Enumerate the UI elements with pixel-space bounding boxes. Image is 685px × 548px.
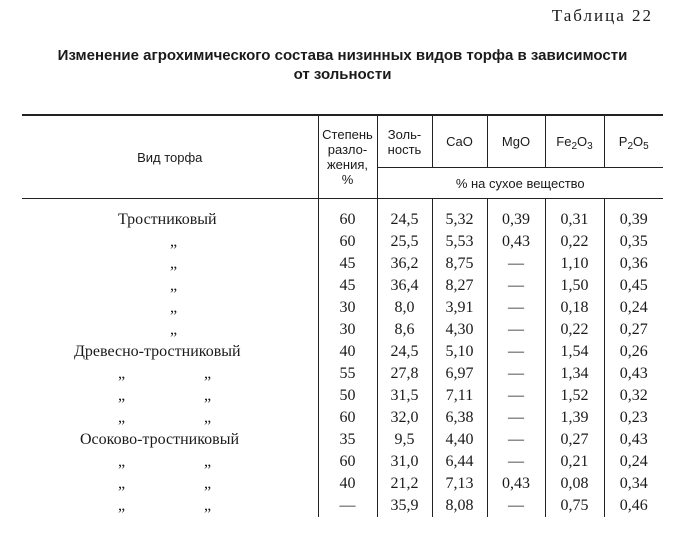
cell-decomposition: 50 [318, 385, 377, 407]
cell-cao: 4,40 [432, 429, 487, 451]
title-line-1: Изменение агрохимического состава низинных видов торфа в зависимости [57, 47, 628, 64]
cell-peat-type [22, 319, 318, 341]
table-row [22, 495, 663, 517]
cell-mgo: — [487, 451, 545, 473]
cell-decomposition: 60 [318, 451, 377, 473]
cell-p2o5: 0,27 [604, 319, 663, 341]
ditto-mark: „ [204, 475, 212, 492]
cell-ash: 25,5 [377, 231, 432, 253]
cell-fe2o3: 1,34 [545, 363, 604, 385]
cell-peat-type [22, 451, 318, 473]
cell-decomposition: 60 [318, 231, 377, 253]
ditto-mark: „ [118, 497, 126, 514]
cell-decomposition: 40 [318, 341, 377, 363]
cell-fe2o3: 0,18 [545, 297, 604, 319]
header-fe2o3 [545, 115, 604, 168]
cell-p2o5: 0,24 [604, 451, 663, 473]
cell-ash: 36,4 [377, 275, 432, 297]
cell-fe2o3: 0,31 [545, 209, 604, 231]
cell-mgo: — [487, 253, 545, 275]
cell-decomposition: 40 [318, 473, 377, 495]
cell-p2o5: 0,35 [604, 231, 663, 253]
cell-p2o5: 0,46 [604, 495, 663, 517]
cell-p2o5: 0,23 [604, 407, 663, 429]
cell-p2o5: 0,24 [604, 297, 663, 319]
cell-p2o5: 0,26 [604, 341, 663, 363]
cell-decomposition: 60 [318, 407, 377, 429]
p2o5-base: P [618, 134, 628, 149]
table-row [22, 231, 663, 253]
cell-mgo: — [487, 341, 545, 363]
ditto-mark: „ [204, 409, 212, 426]
ditto-mark: „ [204, 497, 212, 514]
cell-mgo: — [487, 319, 545, 341]
table-row [22, 451, 663, 473]
cell-peat-type: Древесно-тростниковый [74, 343, 241, 360]
ditto-mark: „ [204, 365, 212, 382]
header-mgo: MgO [487, 115, 545, 168]
spacer-row [22, 199, 663, 210]
fe2o3-sub: 2 [571, 141, 578, 152]
ditto-mark: „ [170, 277, 178, 294]
cell-mgo: — [487, 275, 545, 297]
table-row [22, 473, 663, 495]
cell-fe2o3: 0,75 [545, 495, 604, 517]
cell-decomposition: 35 [318, 429, 377, 451]
title-line-2: от зольности [293, 66, 392, 83]
cell-decomposition: 30 [318, 297, 377, 319]
header-decomposition-line: разло- [327, 142, 368, 157]
peat-composition-table [22, 114, 663, 517]
cell-decomposition: 55 [318, 363, 377, 385]
table-row [22, 319, 663, 341]
table-row [22, 297, 663, 319]
ditto-mark: „ [118, 475, 126, 492]
table-title [0, 46, 685, 84]
cell-p2o5: 0,45 [604, 275, 663, 297]
cell-mgo: — [487, 385, 545, 407]
header-p2o5 [604, 115, 663, 168]
header-decomposition [318, 115, 377, 199]
cell-cao: 5,53 [432, 231, 487, 253]
cell-ash: 24,5 [377, 209, 432, 231]
cell-decomposition: 45 [318, 253, 377, 275]
cell-ash: 21,2 [377, 473, 432, 495]
table-row [22, 253, 663, 275]
header-decomposition-line: жения, [326, 157, 369, 172]
cell-fe2o3: 1,50 [545, 275, 604, 297]
cell-cao: 8,08 [432, 495, 487, 517]
cell-p2o5: 0,32 [604, 385, 663, 407]
cell-cao: 6,44 [432, 451, 487, 473]
cell-fe2o3: 0,21 [545, 451, 604, 473]
cell-mgo: 0,43 [487, 231, 545, 253]
fe2o3-base: Fe [556, 134, 572, 149]
ditto-mark: „ [170, 299, 178, 316]
ditto-mark: „ [118, 387, 126, 404]
cell-mgo: — [487, 297, 545, 319]
header-decomposition-line: % [341, 172, 354, 187]
cell-peat-type [22, 297, 318, 319]
cell-cao: 4,30 [432, 319, 487, 341]
cell-p2o5: 0,36 [604, 253, 663, 275]
cell-decomposition: 60 [318, 209, 377, 231]
header-unit-row: % на сухое вещество [377, 168, 663, 199]
header-cao: CaO [432, 115, 487, 168]
header-ash-line: Золь- [387, 126, 422, 142]
cell-mgo: 0,39 [487, 209, 545, 231]
cell-fe2o3: 0,22 [545, 231, 604, 253]
cell-p2o5: 0,34 [604, 473, 663, 495]
cell-mgo: — [487, 363, 545, 385]
cell-peat-type [22, 407, 318, 429]
header-ash-line: ность [387, 141, 422, 157]
cell-mgo: 0,43 [487, 473, 545, 495]
cell-ash: 31,0 [377, 451, 432, 473]
cell-ash: 35,9 [377, 495, 432, 517]
cell-peat-type [22, 363, 318, 385]
p2o5-o: O [633, 134, 644, 149]
fe2o3-sub: 3 [587, 141, 593, 152]
cell-p2o5: 0,43 [604, 363, 663, 385]
cell-fe2o3: 1,52 [545, 385, 604, 407]
cell-p2o5: 0,39 [604, 209, 663, 231]
cell-peat-type [22, 275, 318, 297]
cell-decomposition: 45 [318, 275, 377, 297]
cell-ash: 9,5 [377, 429, 432, 451]
cell-peat-type [22, 231, 318, 253]
cell-ash: 36,2 [377, 253, 432, 275]
header-decomposition-line: Степень [322, 127, 373, 142]
cell-cao: 8,75 [432, 253, 487, 275]
p2o5-sub: 2 [627, 141, 634, 152]
ditto-mark: „ [204, 453, 212, 470]
ditto-mark: „ [170, 255, 178, 272]
cell-decomposition: 30 [318, 319, 377, 341]
table-row [22, 341, 663, 363]
header-peat-type: Вид торфа [22, 115, 318, 199]
cell-fe2o3: 0,08 [545, 473, 604, 495]
fe2o3-o: O [577, 134, 588, 149]
cell-cao: 3,91 [432, 297, 487, 319]
table-caption: Таблица 22 [551, 6, 653, 25]
cell-peat-type [22, 473, 318, 495]
cell-fe2o3: 1,10 [545, 253, 604, 275]
ditto-mark: „ [170, 233, 178, 250]
table-row [22, 429, 663, 451]
ditto-mark: „ [118, 365, 126, 382]
cell-peat-type: Осоково-тростниковый [80, 431, 240, 448]
cell-peat-type [22, 495, 318, 517]
cell-fe2o3: 1,39 [545, 407, 604, 429]
cell-ash: 32,0 [377, 407, 432, 429]
table-row [22, 363, 663, 385]
cell-mgo: — [487, 429, 545, 451]
cell-cao: 5,32 [432, 209, 487, 231]
cell-ash: 31,5 [377, 385, 432, 407]
p2o5-sub: 5 [643, 141, 649, 152]
ditto-mark: „ [118, 453, 126, 470]
cell-fe2o3: 0,27 [545, 429, 604, 451]
cell-cao: 5,10 [432, 341, 487, 363]
table-row [22, 407, 663, 429]
cell-ash: 8,6 [377, 319, 432, 341]
cell-fe2o3: 0,22 [545, 319, 604, 341]
cell-cao: 6,38 [432, 407, 487, 429]
cell-fe2o3: 1,54 [545, 341, 604, 363]
cell-cao: 7,13 [432, 473, 487, 495]
ditto-mark: „ [170, 321, 178, 338]
header-ash [377, 115, 432, 168]
table-row [22, 385, 663, 407]
cell-peat-type: Тростниковый [118, 211, 217, 228]
cell-p2o5: 0,43 [604, 429, 663, 451]
cell-decomposition: — [318, 495, 377, 517]
cell-ash: 8,0 [377, 297, 432, 319]
cell-mgo: — [487, 495, 545, 517]
cell-cao: 7,11 [432, 385, 487, 407]
table-body [22, 199, 663, 518]
cell-peat-type [22, 253, 318, 275]
table-row [22, 275, 663, 297]
cell-cao: 6,97 [432, 363, 487, 385]
ditto-mark: „ [204, 387, 212, 404]
cell-cao: 8,27 [432, 275, 487, 297]
table-row [22, 209, 663, 231]
cell-ash: 24,5 [377, 341, 432, 363]
ditto-mark: „ [118, 409, 126, 426]
cell-mgo: — [487, 407, 545, 429]
cell-ash: 27,8 [377, 363, 432, 385]
cell-peat-type [22, 385, 318, 407]
